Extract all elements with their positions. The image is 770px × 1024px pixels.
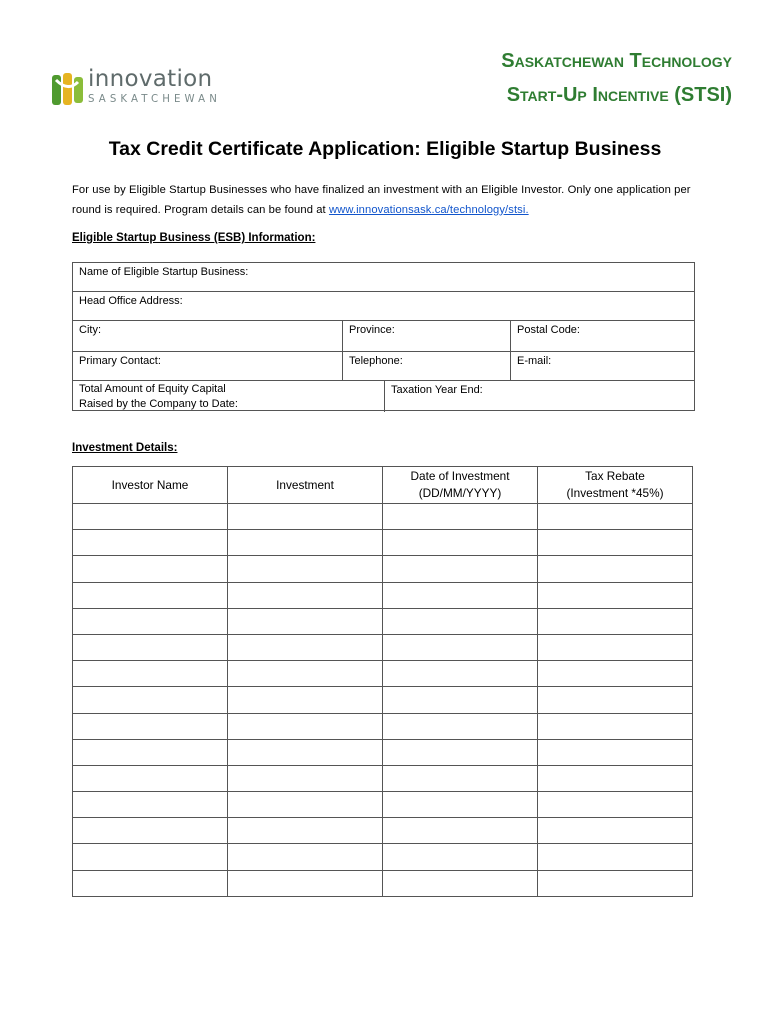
table-row (73, 792, 693, 818)
program-details-link[interactable]: www.innovationsask.ca/technology/stsi. (328, 203, 529, 216)
investment-cell[interactable] (228, 504, 383, 530)
col-date-of-investment: Date of Investment (DD/MM/YYYY) (383, 467, 538, 504)
equity-row (73, 381, 694, 412)
date-cell[interactable] (383, 792, 538, 818)
table-row (73, 739, 693, 765)
tax-year-end-field[interactable] (384, 381, 694, 412)
table-row (73, 713, 693, 739)
investment-cell[interactable] (228, 687, 383, 713)
tax-rebate-cell[interactable] (538, 792, 693, 818)
tax-rebate-cell[interactable] (538, 818, 693, 844)
tax-rebate-cell[interactable] (538, 634, 693, 660)
date-cell[interactable] (383, 530, 538, 556)
date-cell[interactable] (383, 870, 538, 896)
investor-name-cell[interactable] (73, 530, 228, 556)
investor-name-cell[interactable] (73, 713, 228, 739)
tax-rebate-cell[interactable] (538, 870, 693, 896)
date-cell[interactable] (383, 634, 538, 660)
date-cell[interactable] (383, 687, 538, 713)
tax-rebate-cell[interactable] (538, 556, 693, 582)
table-row (73, 844, 693, 870)
program-title-line1: Saskatchewan Technology (501, 50, 732, 72)
esb-section-heading: Eligible Startup Business (ESB) Information: (72, 232, 316, 244)
investor-name-cell[interactable] (73, 608, 228, 634)
date-cell[interactable] (383, 739, 538, 765)
table-row (73, 634, 693, 660)
investment-cell[interactable] (228, 739, 383, 765)
date-cell[interactable] (383, 818, 538, 844)
business-name-field[interactable] (73, 263, 694, 291)
tax-year-end-label: Taxation Year End: (391, 384, 483, 396)
business-name-label: Name of Eligible Startup Business: (79, 266, 249, 278)
investment-cell[interactable] (228, 608, 383, 634)
investment-cell[interactable] (228, 870, 383, 896)
primary-contact-field[interactable] (73, 352, 342, 380)
program-title (501, 44, 732, 112)
investment-cell[interactable] (228, 818, 383, 844)
investment-cell[interactable] (228, 713, 383, 739)
table-row (73, 687, 693, 713)
investor-name-cell[interactable] (73, 504, 228, 530)
email-label: E-mail: (517, 355, 552, 367)
col-investment: Investment (228, 467, 383, 504)
date-cell[interactable] (383, 844, 538, 870)
investor-name-cell[interactable] (73, 687, 228, 713)
date-cell[interactable] (383, 765, 538, 791)
date-cell[interactable] (383, 504, 538, 530)
innovation-saskatchewan-logo (50, 66, 250, 110)
email-field[interactable] (510, 352, 694, 380)
program-title-line2: Start-Up Incentive (STSI) (506, 84, 732, 106)
investment-cell[interactable] (228, 844, 383, 870)
investment-table-header (73, 467, 693, 504)
tax-rebate-cell[interactable] (538, 530, 693, 556)
date-cell[interactable] (383, 582, 538, 608)
investor-name-cell[interactable] (73, 870, 228, 896)
equity-capital-field[interactable] (73, 381, 384, 412)
date-cell[interactable] (383, 608, 538, 634)
table-row (73, 608, 693, 634)
date-cell[interactable] (383, 661, 538, 687)
investor-name-cell[interactable] (73, 556, 228, 582)
head-office-row (73, 292, 694, 321)
contact-row (73, 352, 694, 381)
investment-cell[interactable] (228, 634, 383, 660)
investment-cell[interactable] (228, 661, 383, 687)
province-label: Province: (349, 324, 395, 336)
date-cell[interactable] (383, 713, 538, 739)
city-field[interactable] (73, 321, 342, 351)
table-row (73, 661, 693, 687)
investment-cell[interactable] (228, 765, 383, 791)
investment-cell[interactable] (228, 556, 383, 582)
postal-code-field[interactable] (510, 321, 694, 351)
logo-wordmark: innovation (88, 66, 213, 92)
investor-name-cell[interactable] (73, 582, 228, 608)
primary-contact-label: Primary Contact: (79, 355, 161, 367)
investor-name-cell[interactable] (73, 765, 228, 791)
investor-name-cell[interactable] (73, 844, 228, 870)
date-cell[interactable] (383, 556, 538, 582)
city-row (73, 321, 694, 352)
intro-text: For use by Eligible Startup Businesses who have finalized an investment with an Eligible Investor. Only one application per round is required. Program details can be found at (72, 184, 691, 216)
investment-table (72, 466, 693, 897)
city-label: City: (79, 324, 101, 336)
investment-cell[interactable] (228, 582, 383, 608)
table-row (73, 870, 693, 896)
business-name-row (73, 263, 694, 292)
investor-name-cell[interactable] (73, 792, 228, 818)
telephone-field[interactable] (342, 352, 510, 380)
telephone-label: Telephone: (349, 355, 403, 367)
investment-table-body (73, 504, 693, 897)
investment-cell[interactable] (228, 792, 383, 818)
head-office-label: Head Office Address: (79, 295, 183, 307)
tax-rebate-cell[interactable] (538, 661, 693, 687)
logo-mark-icon (50, 72, 86, 108)
postal-code-label: Postal Code: (517, 324, 580, 336)
investment-section-heading: Investment Details: (72, 442, 178, 454)
document-title: Tax Credit Certificate Application: Eligible Startup Business (108, 138, 662, 160)
table-row (73, 818, 693, 844)
intro-paragraph (72, 181, 702, 220)
table-row (73, 556, 693, 582)
tax-rebate-cell[interactable] (538, 608, 693, 634)
col-investor-name: Investor Name (73, 467, 228, 504)
province-field[interactable] (342, 321, 510, 351)
esb-info-form (72, 262, 695, 411)
tax-rebate-cell[interactable] (538, 765, 693, 791)
col-tax-rebate: Tax Rebate (Investment *45%) (538, 467, 693, 504)
table-row (73, 530, 693, 556)
tax-rebate-cell[interactable] (538, 582, 693, 608)
investor-name-cell[interactable] (73, 661, 228, 687)
tax-rebate-cell[interactable] (538, 713, 693, 739)
equity-label-line2: Raised by the Company to Date: (79, 398, 238, 410)
investment-cell[interactable] (228, 530, 383, 556)
tax-rebate-cell[interactable] (538, 687, 693, 713)
tax-rebate-cell[interactable] (538, 844, 693, 870)
investor-name-cell[interactable] (73, 739, 228, 765)
table-row (73, 765, 693, 791)
table-row (73, 504, 693, 530)
investor-name-cell[interactable] (73, 634, 228, 660)
table-row (73, 582, 693, 608)
logo-subtext: SASKATCHEWAN (88, 94, 221, 105)
equity-label-line1: Total Amount of Equity Capital (79, 383, 226, 395)
tax-rebate-cell[interactable] (538, 504, 693, 530)
investor-name-cell[interactable] (73, 818, 228, 844)
head-office-field[interactable] (73, 292, 694, 320)
tax-rebate-cell[interactable] (538, 739, 693, 765)
